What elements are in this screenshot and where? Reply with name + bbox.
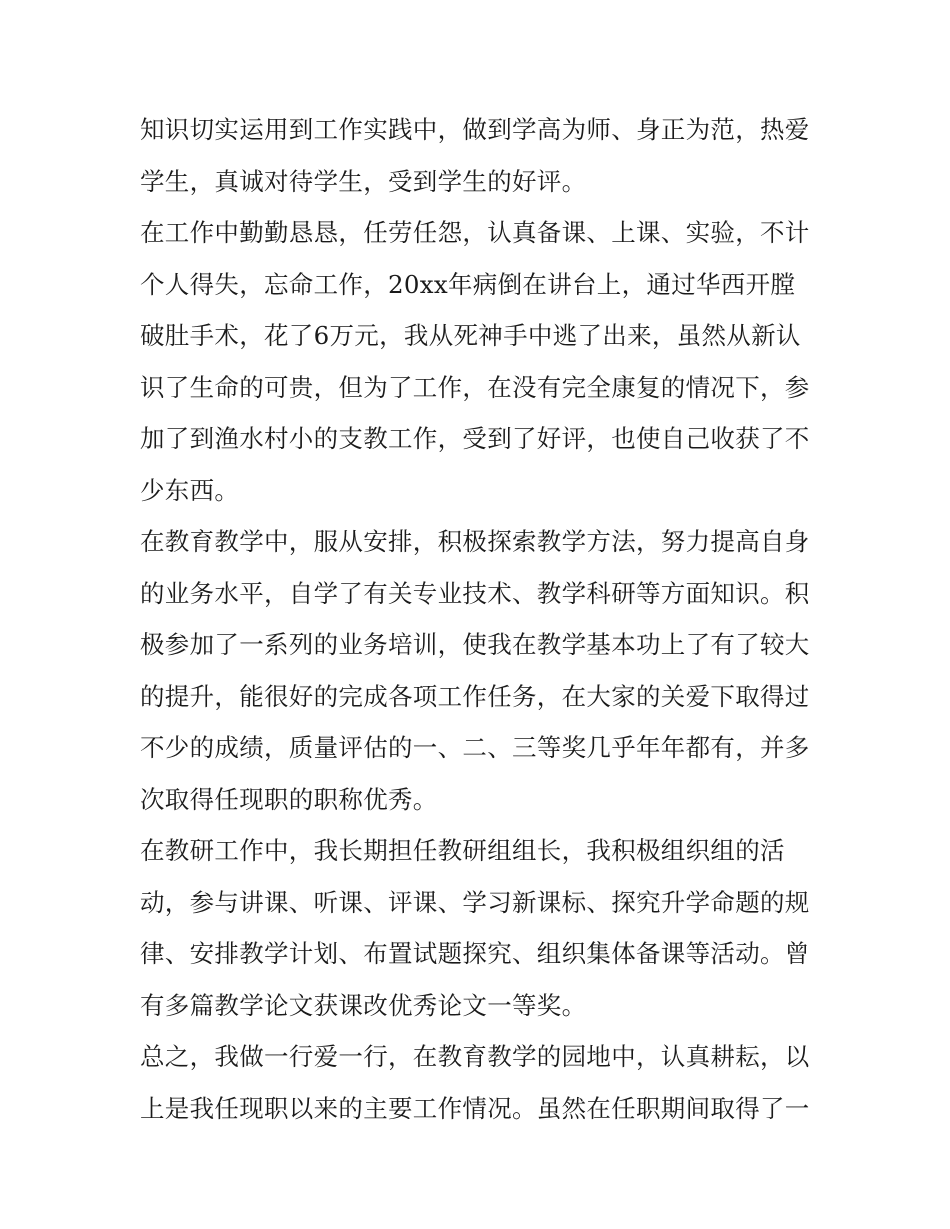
text-line: 的提升，能很好的完成各项工作任务，在大家的关爱下取得过 (140, 681, 810, 711)
text-line: 在工作中勤勤恳恳，任劳任怨，认真备课、上课、实验，不计 (140, 218, 810, 247)
text-line: 次取得任现职的职称优秀。 (140, 784, 438, 814)
text-line: 知识切实运用到工作实践中，做到学高为师、身正为范，热爱 (140, 115, 810, 144)
text-line: 在教研工作中，我长期担任教研组组长，我积极组织组的活 (140, 836, 785, 865)
text-line: 上是我任现职以来的主要工作情况。虽然在任职期间取得了一 (140, 1093, 810, 1123)
text-line: 在教育教学中，服从安排，积极探索教学方法，努力提高自身 (140, 527, 810, 556)
text-line: 破肚手术，花了6万元，我从死神手中逃了出来，虽然从新认 (140, 321, 801, 350)
text-line: 个人得失，忘命工作，20xx年病倒在讲台上，通过华西开膛 (140, 269, 796, 299)
text-line: 加了到渔水村小的支教工作，受到了好评，也使自己收获了不 (140, 424, 810, 453)
text-line: 少东西。 (140, 475, 240, 505)
text-line: 极参加了一系列的业务培训，使我在教学基本功上了有了较大 (140, 630, 810, 659)
text-line: 的业务水平，自学了有关专业技术、教学科研等方面知识。积 (140, 578, 810, 608)
text-line: 识了生命的可贵，但为了工作，在没有完全康复的情况下，参 (140, 372, 810, 402)
text-line: 动，参与讲课、听课、评课、学习新课标、探究升学命题的规 (140, 887, 810, 917)
text-line: 不少的成绩，质量评估的一、二、三等奖几乎年年都有，并多 (140, 733, 810, 762)
text-line: 律、安排教学计划、布置试题探究、组织集体备课等活动。曾 (140, 939, 810, 968)
document-body (140, 104, 830, 1134)
text-line: 学生，真诚对待学生，受到学生的好评。 (140, 166, 587, 196)
text-line: 总之，我做一行爱一行，在教育教学的园地中，认真耕耘，以 (140, 1042, 810, 1071)
text-line: 有多篇教学论文获课改优秀论文一等奖。 (140, 990, 587, 1020)
